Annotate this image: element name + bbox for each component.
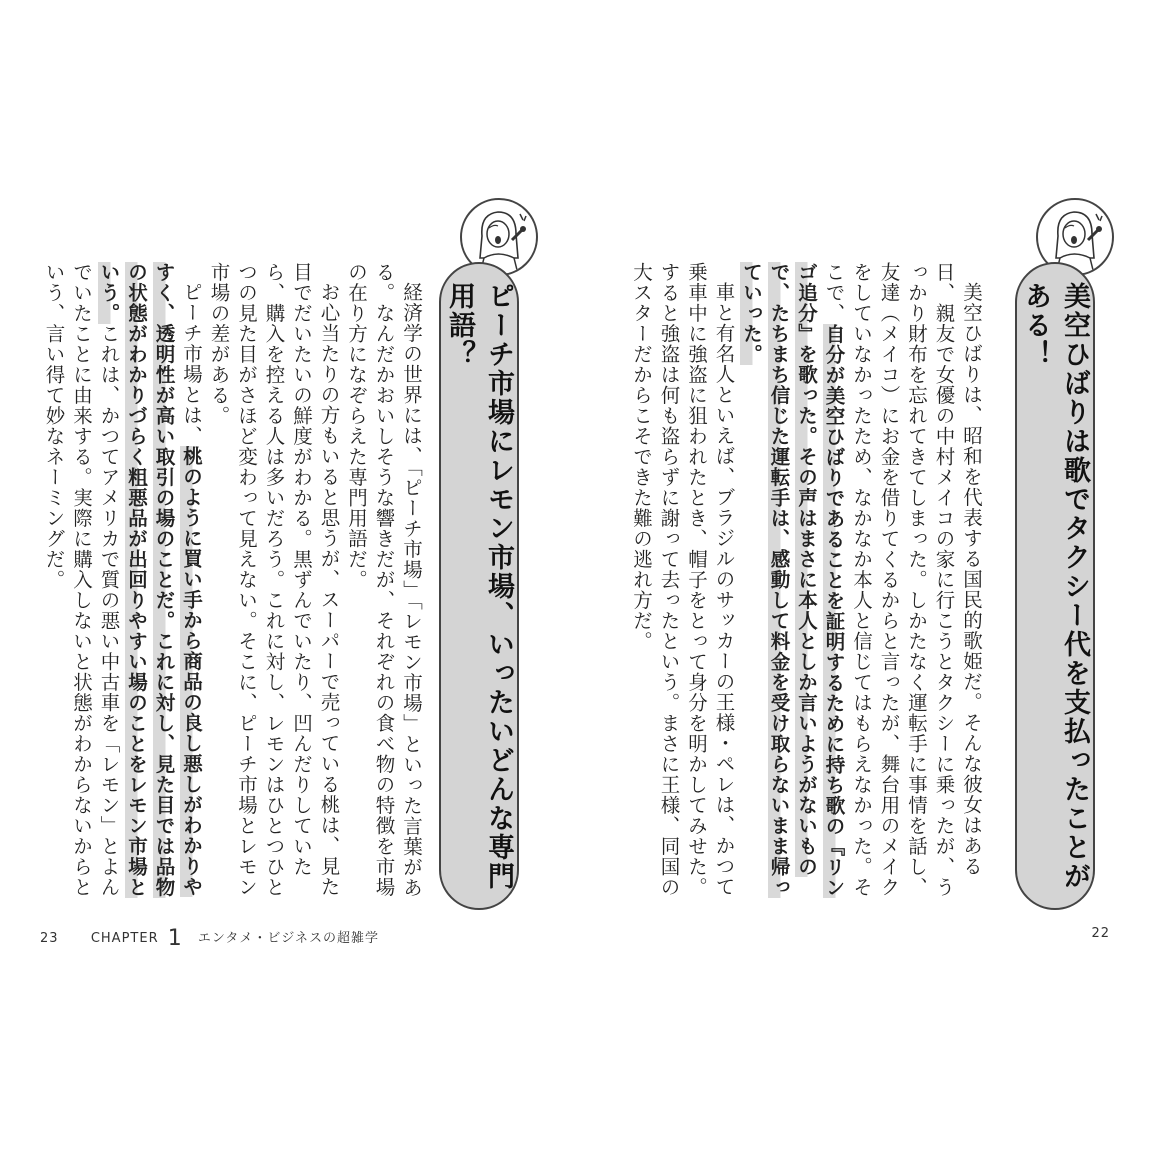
chapter-title: エンタメ・ビジネスの超雑学 bbox=[197, 931, 379, 946]
chapter-label: CHAPTER bbox=[90, 931, 159, 946]
right-heading-title: 美空ひばりは歌でタクシー代を支払ったことがある！ bbox=[1020, 282, 1090, 891]
right-footer bbox=[1091, 926, 1110, 941]
left-p3-emphasis-1: 桃のように買い手から商品の良し悪しがわかりやすく、透明性が高い取引の場のことだ。 bbox=[152, 262, 203, 897]
left-heading-title: ピーチ市場にレモン市場、いったいどんな専門用語？ bbox=[444, 282, 514, 891]
left-paragraph-2: お心当たりの方もいると思うが、スーパーで売っている桃は、見た目でだいたいの鮮度がわかる。黒ずんでいたり、凹んだりしていたら、購入を控える人は多いだろう。これに対し、レモンはひとつひとつの見た目がさほど変わって見えない。そこに、ピーチ市場とレモン市場の差がある。 bbox=[207, 262, 341, 898]
left-p3-text-3: これは、かつてアメリカで質の悪い中古車を「レモン」とよんでいたことに由来する。実際に購入しないと状態がわからないからという、言い得て妙なネーミングだ。 bbox=[42, 262, 121, 898]
left-paragraph-1: 経済学の世界には、「ピーチ市場」「レモン市場」といった言葉がある。なんだかおいしそうな響きだが、それぞれの食べ物の特徴を市場の在り方になぞらえた専門用語だ。 bbox=[345, 262, 423, 898]
left-p3-emphasis-2: これに対し、見た目では品物の状態がわかりづらく粗悪品が出回りやすい場のことをレモン市場という。 bbox=[97, 262, 176, 898]
right-heading-tab bbox=[1015, 262, 1095, 910]
left-footer bbox=[40, 926, 379, 951]
right-p1-text: 美空ひばりは、昭和を代表する国民的歌姫だ。そんな彼女はある日、親友で女優の中村メイコの家に行こうとタクシーに乗ったが、うっかり財布を忘れてきてしまった。しかたなく運転手に事情を話し、友達（メイコ）にお金を借りてくるからと言ったが、舞台用のメイクをしていなかったため、なかなか本人と信じてはもらえなかった。そこで、 bbox=[822, 262, 983, 898]
right-paragraph-1 bbox=[738, 262, 986, 902]
left-p3-text-1: ピーチ市場とは、 bbox=[180, 281, 203, 446]
right-p1-emphasis: 自分が美空ひばりであることを証明するために持ち歌の『リンゴ追分』を歌った。その声はまさに本人としか言いようがないもので、たちまち信じた運転手は、感動して料金を受け取らないまま帰っていった。 bbox=[740, 262, 846, 898]
right-page-number: 22 bbox=[1091, 926, 1110, 941]
right-body-text bbox=[625, 262, 985, 902]
right-paragraph-2: 車と有名人といえば、ブラジルのサッカーの王様・ペレは、かつて乗車中に強盗に狙われたとき、帽子をとって身分を明かしてみせた。すると強盗は何も盗らずに謝って去ったという。まさに王様、同国の大スターだからこそできた難の逃れ方だ。 bbox=[630, 262, 736, 898]
left-paragraph-3 bbox=[40, 262, 205, 902]
left-body-text bbox=[42, 262, 425, 902]
left-page-number: 23 bbox=[40, 931, 59, 946]
chapter-number: 1 bbox=[167, 926, 183, 951]
left-heading-tab bbox=[439, 262, 519, 910]
right-page bbox=[575, 0, 1150, 1150]
